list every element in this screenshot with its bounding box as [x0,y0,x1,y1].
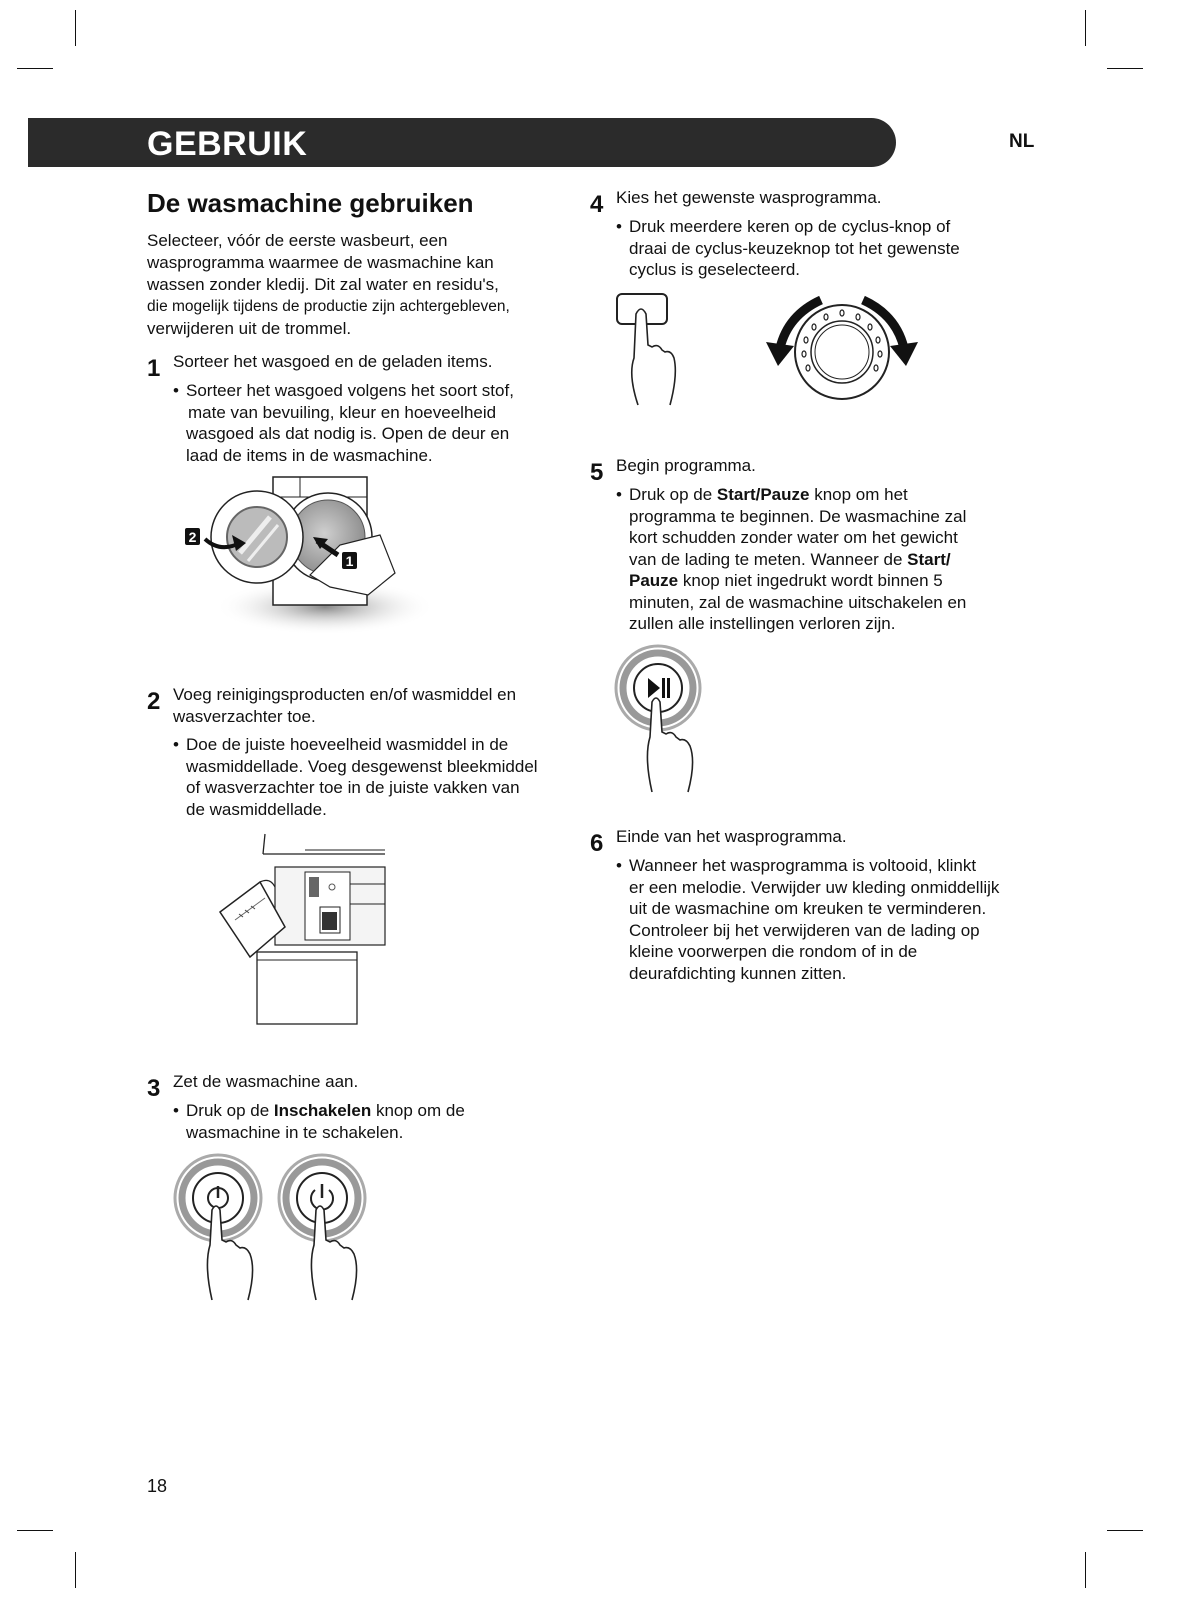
bullet-line: kleine voorwerpen die rondom of in de [629,942,918,961]
step-heading: Zet de wasmachine aan. [173,1072,359,1091]
bullet-line: Sorteer het wasgoed volgens het soort stof, [186,381,514,400]
header-title: GEBRUIK [147,125,308,163]
bullet-line: uit de wasmachine om kreuken te verminderen. [629,899,987,918]
intro-line: Selecteer, vóór de eerste wasbeurt, een [147,231,448,250]
bullet-icon: • [173,1101,179,1120]
intro-line: wasprogramma waarmee de wasmachine kan [147,253,494,272]
bullet-line: er een melodie. Verwijder uw kleding onmiddellijk [629,877,1000,897]
intro-line: die mogelijk tijdens de productie zijn achtergebleven, [147,298,510,315]
bullet-line: of wasverzachter toe in de juiste vakken van [186,778,520,797]
bullet-line: Controleer bij het verwijderen van de lading op [629,920,980,940]
step-6 [590,826,1020,986]
bullet-icon: • [616,485,622,504]
step-5: 5 Begin programma. • Druk op de Start/Pauze knop om het programma te beginnen. De wasmachine zal kort schudden zonder water om het gewicht van de lading te meten. Wanneer de Start/ Pauze knop niet ingedrukt wordt binnen 5 minuten, zal de wasmachine uitschakelen en zullen alle instellingen verloren zijn. [590,455,1020,635]
bullet-line: wasmiddellade. Voeg desgewenst bleekmiddel [186,756,538,776]
bullet-line: kort schudden zonder water om het gewicht [629,528,958,547]
cycle-dial-rotate [766,300,918,399]
bullet-line: draai de cyclus-keuzeknop tot het gewenste [629,238,960,258]
bullet-line: wasmachine in te schakelen. [186,1122,404,1142]
cycle-button-press [617,294,675,405]
bullet-line: Wanneer het wasprogramma is voltooid, klinkt [629,856,977,875]
step-number: 6 [590,830,604,857]
intro-line: verwijderen uit de trommel. [147,319,352,338]
bullet-line: wasgoed als dat nodig is. Open de deur en [186,424,510,443]
step-heading: Sorteer het wasgoed en de geladen items. [173,352,493,371]
bullet-line: Doe de juiste hoeveelheid wasmiddel in de [186,735,509,754]
bullet-line: mate van bevuiling, kleur en hoeveelheid [188,402,497,422]
bullet-line: Druk meerdere keren op de cyclus-knop of [629,217,951,236]
power-button-press-1 [175,1155,261,1300]
page-title: De wasmachine gebruiken [147,188,474,218]
bullet-line: zullen alle instellingen verloren zijn. [629,614,896,633]
crop-mark [75,1552,76,1588]
step-1 [147,351,567,471]
intro-line: wassen zonder kledij. Dit zal water en residu's, [147,275,499,294]
start-pause-illustration [612,642,712,797]
crop-mark [1085,10,1086,46]
bullet-line: cyclus is geselecteerd. [629,260,801,279]
step-4 [590,187,1010,282]
step-heading: Einde van het wasprogramma. [616,827,847,846]
page-number: 18 [147,1476,168,1496]
power-button-illustration [170,1150,375,1305]
bullet-icon: • [616,217,622,236]
bullet-line: deurafdichting kunnen zitten. [629,963,847,983]
step-2 [147,684,577,824]
bullet-line: de wasmiddellade. [186,799,327,819]
detergent-drawer-illustration [215,832,390,1027]
step-heading: Kies het gewenste wasprogramma. [616,188,882,207]
bullet-icon: • [616,856,622,875]
callout-label: 2 [188,529,197,545]
crop-mark [75,10,76,46]
start-pause-label: Start/Pauze [716,485,810,504]
step-number: 3 [147,1075,161,1102]
bullet-line: programma te beginnen. De wasmachine zal [629,506,967,526]
bullet-icon: • [173,381,179,400]
bullet-icon: • [173,735,179,754]
load-laundry-illustration [180,475,450,645]
power-button-press-2 [279,1155,365,1300]
step-number: 1 [147,355,161,382]
step-number: 4 [590,191,604,218]
step-3: 3 Zet de wasmachine aan. • Druk op de Inschakelen knop om de wasmachine in te schakelen. [147,1071,567,1146]
crop-mark [1085,1552,1086,1588]
step-heading: Voeg reinigingsproducten en/of wasmiddel en wasverzachter toe. [173,685,517,726]
crop-mark [1107,68,1143,69]
intro-paragraph [147,230,557,340]
power-button-label: Inschakelen [273,1101,372,1120]
cycle-selection-illustration [610,290,930,410]
crop-mark [1107,1530,1143,1531]
crop-mark [17,1530,53,1531]
bullet-line: laad de items in de wasmachine. [186,445,433,465]
language-code: NL [1009,131,1035,152]
bullet-line: minuten, zal de wasmachine uitschakelen en [629,592,967,612]
callout-label: 1 [345,553,354,569]
step-number: 2 [147,688,161,715]
step-heading: Begin programma. [616,456,756,475]
step-number: 5 [590,459,604,486]
crop-mark [17,68,53,69]
